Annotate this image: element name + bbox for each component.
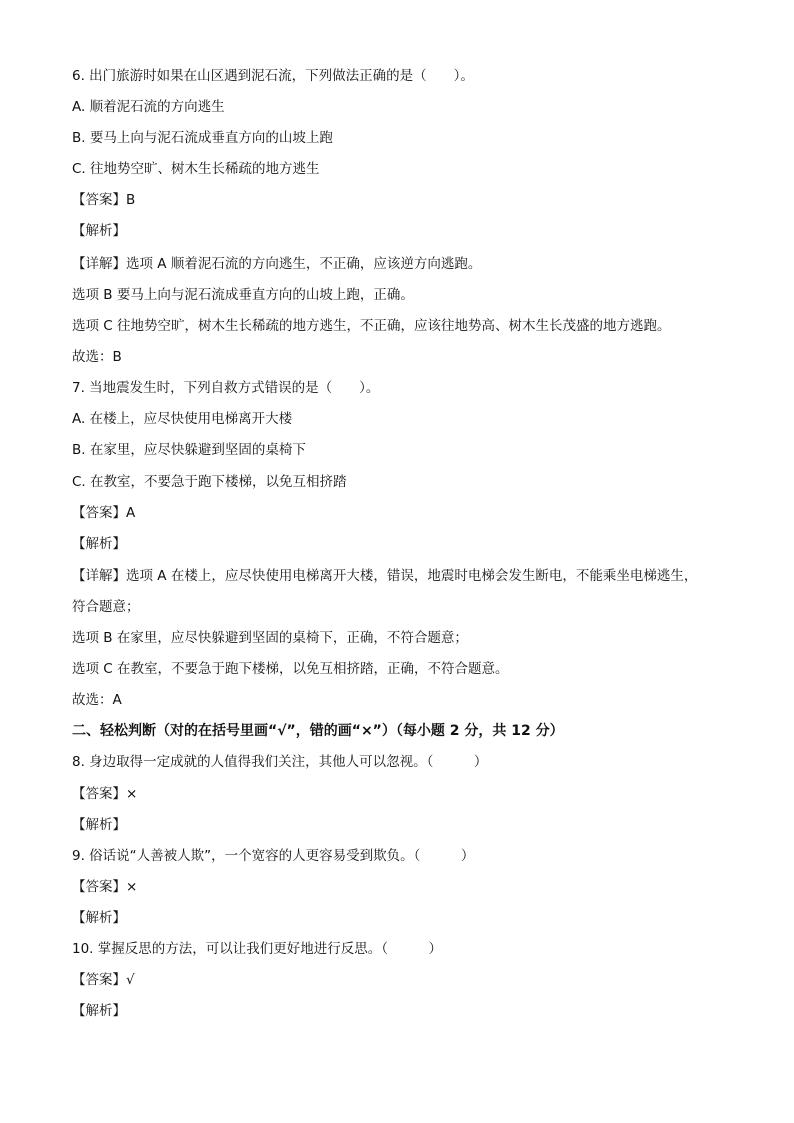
q8-analysis-label: 【解析】 bbox=[72, 817, 126, 833]
q7-analysis-label: 【解析】 bbox=[72, 536, 126, 552]
q7-option-c: C. 在教室，不要急于跑下楼梯，以免互相挤踏 bbox=[72, 474, 347, 490]
q6-conclusion: 故选：B bbox=[72, 349, 122, 365]
q6-answer: 【答案】B bbox=[72, 192, 136, 208]
q6-option-a: A. 顺着泥石流的方向逃生 bbox=[72, 99, 225, 115]
q6-detail-1: 【详解】选项 A 顺着泥石流的方向逃生，不正确，应该逆方向逃跑。 bbox=[72, 256, 482, 272]
q6-detail-2: 选项 B 要马上向与泥石流成垂直方向的山坡上跑，正确。 bbox=[72, 287, 414, 303]
q8-answer: 【答案】× bbox=[72, 786, 138, 802]
q7-detail-2: 选项 B 在家里，应尽快躲避到坚固的桌椅下，正确，不符合题意； bbox=[72, 630, 468, 646]
q6-option-b: B. 要马上向与泥石流成垂直方向的山坡上跑 bbox=[72, 130, 333, 146]
q9-analysis-label: 【解析】 bbox=[72, 910, 126, 926]
q10-answer: 【答案】√ bbox=[72, 972, 135, 988]
q7-detail-1-continued: 符合题意； bbox=[72, 599, 140, 615]
q9-stem: 9. 俗话说“人善被人欺”，一个宽容的人更容易受到欺负。（ ） bbox=[72, 848, 475, 864]
q7-detail-3: 选项 C 在教室，不要急于跑下楼梯，以免互相挤踏，正确，不符合题意。 bbox=[72, 661, 509, 677]
q7-stem: 7. 当地震发生时，下列自救方式错误的是（ ）。 bbox=[72, 380, 380, 396]
q10-stem: 10. 掌握反思的方法，可以让我们更好地进行反思。（ ） bbox=[72, 941, 443, 957]
q9-answer: 【答案】× bbox=[72, 879, 138, 895]
q6-option-c: C. 往地势空旷、树木生长稀疏的地方逃生 bbox=[72, 161, 320, 177]
q7-conclusion: 故选：A bbox=[72, 692, 122, 708]
q7-detail-1: 【详解】选项 A 在楼上，应尽快使用电梯离开大楼，错误，地震时电梯会发生断电，不能乘坐电梯逃生， bbox=[72, 568, 698, 584]
q6-analysis-label: 【解析】 bbox=[72, 223, 126, 239]
q7-option-b: B. 在家里，应尽快躲避到坚固的桌椅下 bbox=[72, 442, 306, 458]
q7-option-a: A. 在楼上，应尽快使用电梯离开大楼 bbox=[72, 411, 293, 427]
q6-detail-3: 选项 C 往地势空旷，树木生长稀疏的地方逃生，不正确，应该往地势高、树木生长茂盛的地方逃跑。 bbox=[72, 318, 671, 334]
q7-answer: 【答案】A bbox=[72, 505, 136, 521]
q8-stem: 8. 身边取得一定成就的人值得我们关注，其他人可以忽视。（ ） bbox=[72, 754, 488, 770]
section-two-heading: 二、轻松判断（对的在括号里画“√”，错的画“×”）（每小题 2 分，共 12 分） bbox=[72, 723, 564, 739]
q10-analysis-label: 【解析】 bbox=[72, 1003, 126, 1019]
q6-stem: 6. 出门旅游时如果在山区遇到泥石流，下列做法正确的是（ ）。 bbox=[72, 68, 474, 84]
